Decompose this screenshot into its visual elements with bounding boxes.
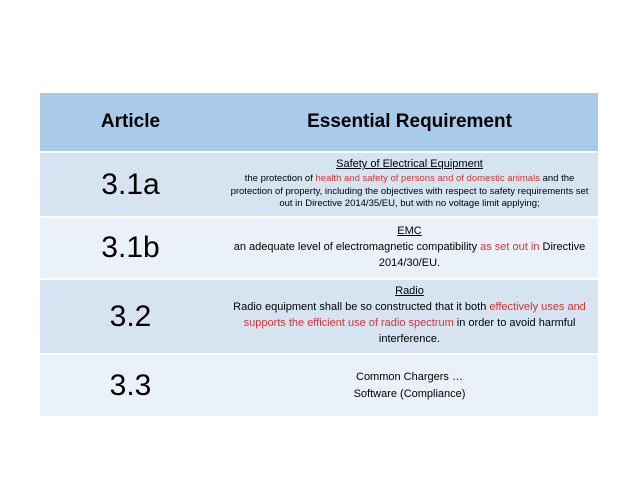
article-number: 3.1b [101,231,160,264]
essential-requirements-table [40,93,598,416]
table-row [40,279,598,354]
requirement-text: Radio equipment shall be so constructed that it both effectively uses and supports the efficient use of radio spectrum in order to avoid harmful interference. [233,301,586,345]
requirement-line: Software (Compliance) [353,387,466,400]
article-number: 3.3 [109,368,152,402]
requirement-text: an adequate level of electromagnetic compatibility as set out in Directive 2014/30/EU. [233,240,586,269]
requirement-line: Common Chargers … [356,371,463,383]
article-number: 3.2 [109,299,152,333]
article-number: 3.1a [101,167,160,201]
requirement-text: the protection of health and safety of persons and of domestic animals and the protection of property, including the objectives with respect to safety requirements set out in Directive 2014/35/EU, but with no voltage limit applying; [230,173,589,210]
requirement-title: Safety of Electrical Equipment [336,158,483,171]
header-essential-requirement: Essential Requirement [307,111,512,132]
highlighted-text: as set out in [480,240,540,253]
highlighted-text: effectively uses and supports the efficient use of radio spectrum [243,301,586,330]
table-header-row [40,93,598,152]
table-row [40,354,598,416]
header-article: Article [100,111,161,132]
highlighted-text: health and safety of persons and of domestic animals [315,173,540,185]
requirement-title: EMC [397,224,422,237]
requirement-title: Radio [395,285,424,298]
table-row [40,217,598,279]
table-row [40,152,598,217]
